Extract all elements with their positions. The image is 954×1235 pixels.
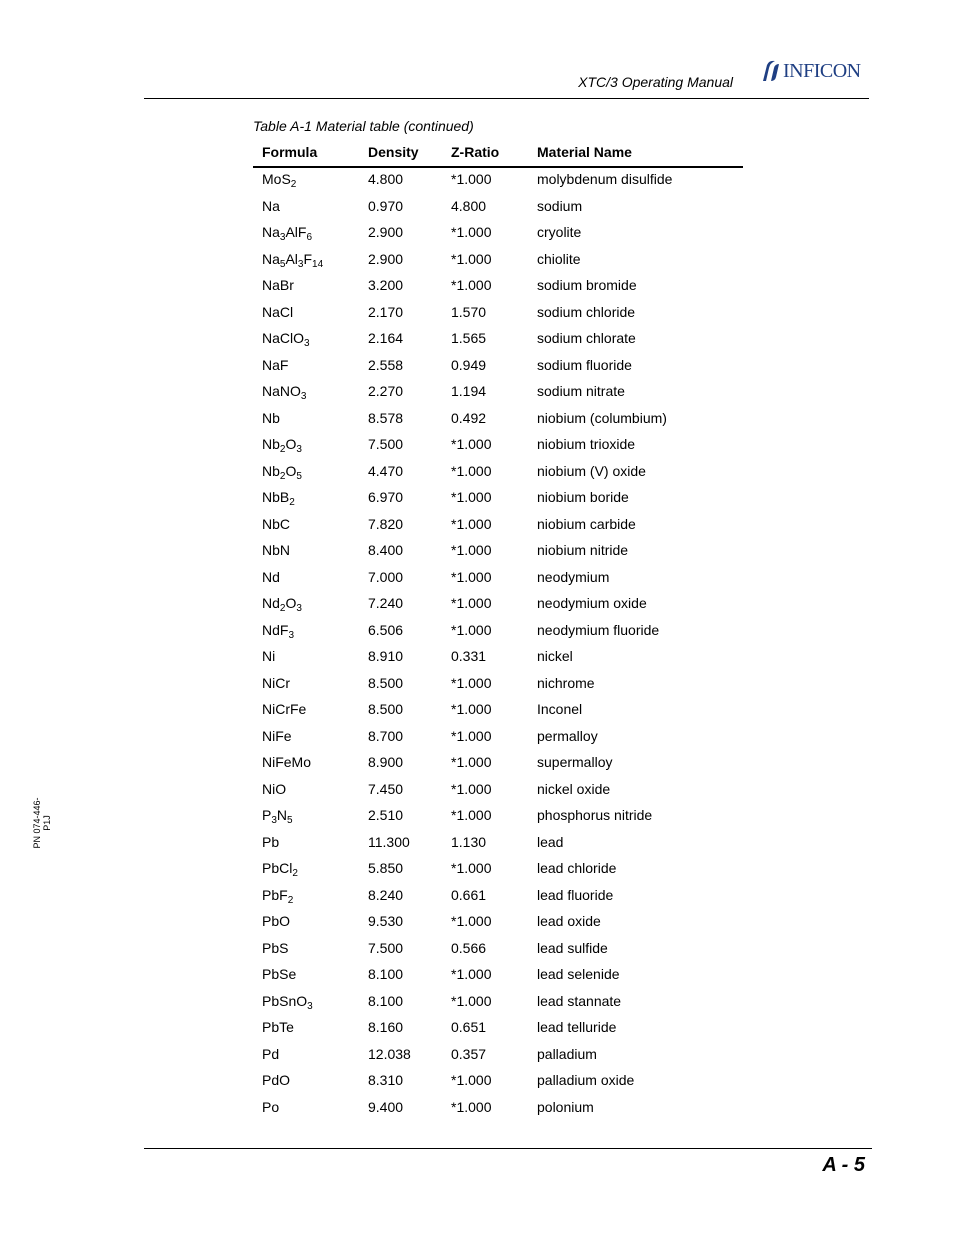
cell-z-ratio: 1.130 — [451, 833, 487, 850]
formula-subscript: 2 — [292, 868, 298, 879]
cell-z-ratio: *1.000 — [451, 250, 492, 267]
cell-formula — [262, 330, 310, 349]
formula-text: Nb — [262, 436, 280, 452]
formula-subscript: 3 — [304, 338, 310, 349]
cell-density: 7.240 — [368, 595, 404, 611]
cell-density: 2.510 — [368, 807, 404, 823]
cell-density: 7.500 — [368, 939, 404, 956]
formula-text: MoS — [262, 171, 291, 187]
formula-subscript: 3 — [300, 391, 307, 402]
cell-density: 2.900 — [368, 224, 404, 240]
cell-density: 4.800 — [368, 171, 404, 187]
table-row — [253, 670, 743, 697]
cell-material-name: lead chloride — [537, 860, 617, 876]
cell-z-ratio: *1.000 — [451, 462, 492, 479]
cell-formula — [262, 569, 280, 585]
cell-z-ratio: *1.000 — [451, 754, 492, 770]
cell-material-name: lead — [537, 833, 564, 850]
cell-material-name: supermalloy — [537, 754, 613, 770]
cell-density: 8.400 — [368, 542, 404, 558]
table-row — [253, 219, 743, 246]
table-row — [253, 855, 743, 882]
table-row — [253, 723, 743, 750]
formula-text: NbC — [262, 515, 291, 532]
cell-density: 7.820 — [368, 515, 404, 532]
page-number: A - 5 — [822, 1154, 865, 1176]
cell-material-name: sodium fluoride — [537, 356, 632, 373]
cell-density: 8.500 — [368, 701, 404, 717]
formula-text: AlF — [285, 224, 307, 240]
cell-formula — [262, 436, 302, 455]
formula-subscript: 2 — [287, 894, 294, 906]
table-row — [253, 882, 743, 909]
formula-subscript: 2 — [290, 179, 297, 190]
cell-formula — [262, 171, 297, 190]
table-row — [253, 431, 743, 458]
cell-material-name: polonium — [537, 1098, 594, 1115]
cell-material-name: palladium oxide — [537, 1072, 635, 1088]
cell-material-name: lead stannate — [537, 992, 622, 1009]
cell-formula — [262, 701, 306, 717]
formula-subscript: 3 — [307, 1000, 313, 1012]
cell-density: 3.200 — [368, 277, 404, 293]
table-row — [253, 617, 743, 644]
cell-density: 8.500 — [368, 674, 404, 691]
formula-text: Ni — [262, 648, 276, 664]
cell-density: 9.530 — [368, 913, 404, 929]
cell-formula — [262, 1099, 279, 1115]
cell-z-ratio: *1.000 — [451, 436, 492, 452]
formula-text: Na — [262, 224, 280, 240]
cell-density: 9.400 — [368, 1098, 404, 1115]
column-header-material-name: Material Name — [537, 144, 632, 160]
cell-density: 2.558 — [368, 356, 404, 373]
table-row — [253, 166, 743, 193]
cell-material-name: phosphorus nitride — [537, 807, 653, 823]
formula-text: NaBr — [262, 277, 294, 293]
cell-density: 8.578 — [368, 409, 404, 426]
formula-text: Na — [262, 197, 280, 214]
cell-density: 2.170 — [368, 303, 404, 320]
cell-formula — [262, 834, 279, 850]
cell-formula — [262, 781, 286, 797]
formula-text: NaClO — [262, 330, 305, 346]
cell-z-ratio: *1.000 — [451, 224, 492, 240]
cell-formula — [262, 621, 295, 641]
cell-density: 8.100 — [368, 966, 404, 982]
table-row — [253, 829, 743, 856]
cell-z-ratio: *1.000 — [451, 966, 492, 982]
formula-subscript: 3 — [296, 444, 302, 455]
cell-formula — [262, 516, 290, 532]
formula-text: N — [276, 807, 288, 823]
formula-text: Po — [262, 1098, 280, 1115]
table-row — [253, 1094, 743, 1121]
formula-text: NiCrFe — [262, 701, 307, 717]
formula-text: Nd — [262, 568, 280, 585]
cell-density: 8.160 — [368, 1019, 404, 1035]
formula-text: PbCl — [262, 860, 293, 876]
formula-subscript: 3 — [297, 258, 304, 270]
inficon-logo-icon — [760, 59, 782, 83]
cell-density: 7.500 — [368, 436, 404, 452]
formula-subscript: 5 — [296, 470, 302, 482]
formula-subscript: 2 — [289, 497, 295, 508]
table-row — [253, 935, 743, 962]
cell-material-name: chiolite — [537, 250, 581, 267]
logo-text: INFICON — [783, 60, 861, 82]
cell-z-ratio: *1.000 — [451, 913, 492, 929]
cell-z-ratio: *1.000 — [451, 489, 492, 505]
cell-density: 11.300 — [368, 833, 410, 850]
formula-text: NiO — [262, 780, 287, 797]
cell-material-name: niobium (V) oxide — [537, 462, 646, 479]
cell-formula — [262, 383, 307, 402]
cell-z-ratio: 0.566 — [451, 939, 487, 956]
part-number: PN 074-446-P1J — [32, 797, 52, 849]
table-row — [253, 802, 743, 829]
cell-material-name: niobium nitride — [537, 542, 629, 558]
formula-text: O — [285, 595, 297, 611]
cell-z-ratio: *1.000 — [451, 701, 492, 717]
column-header-density: Density — [368, 144, 419, 160]
table-row — [253, 749, 743, 776]
table-row — [253, 1014, 743, 1041]
formula-subscript: 2 — [279, 470, 286, 482]
table-row — [253, 272, 743, 299]
table-header — [253, 142, 743, 168]
cell-density: 6.506 — [368, 621, 404, 638]
cell-formula — [262, 992, 313, 1012]
table-row — [253, 696, 743, 723]
manual-title: XTC/3 Operating Manual — [578, 74, 733, 90]
cell-z-ratio: 4.800 — [451, 197, 487, 214]
cell-material-name: lead telluride — [537, 1019, 617, 1035]
cell-z-ratio: *1.000 — [451, 860, 492, 876]
cell-z-ratio: *1.000 — [451, 621, 492, 638]
formula-subscript: 6 — [306, 232, 313, 243]
table-row — [253, 352, 743, 379]
cell-density: 2.164 — [368, 330, 404, 346]
cell-density: 7.450 — [368, 780, 404, 797]
cell-formula — [262, 754, 311, 770]
cell-material-name: lead sulfide — [537, 939, 608, 956]
cell-formula — [262, 595, 302, 614]
cell-formula — [262, 940, 288, 956]
cell-material-name: molybdenum disulfide — [537, 171, 673, 187]
cell-material-name: sodium — [537, 197, 583, 214]
cell-z-ratio: *1.000 — [451, 542, 492, 558]
cell-density: 8.700 — [368, 727, 404, 744]
cell-material-name: lead selenide — [537, 966, 620, 982]
formula-subscript: 3 — [279, 232, 286, 243]
cell-material-name: neodymium oxide — [537, 595, 647, 611]
cell-z-ratio: 0.357 — [451, 1045, 487, 1062]
cell-z-ratio: *1.000 — [451, 674, 492, 691]
cell-z-ratio: *1.000 — [451, 1098, 492, 1115]
table-row — [253, 643, 743, 670]
cell-formula — [262, 860, 298, 879]
cell-z-ratio: 0.331 — [451, 648, 487, 664]
formula-text: NaCl — [262, 303, 294, 320]
table-row — [253, 246, 743, 273]
cell-formula — [262, 966, 296, 982]
formula-text: NbB — [262, 489, 290, 505]
cell-density: 8.310 — [368, 1072, 404, 1088]
table-row — [253, 299, 743, 326]
formula-subscript: 5 — [287, 815, 293, 826]
table-caption: Table A-1 Material table (continued) — [253, 118, 474, 134]
cell-density: 2.270 — [368, 383, 404, 399]
cell-formula — [262, 1019, 294, 1035]
cell-density: 12.038 — [368, 1045, 411, 1062]
cell-density: 6.970 — [368, 489, 404, 505]
cell-z-ratio: 1.570 — [451, 303, 487, 320]
cell-material-name: lead oxide — [537, 913, 601, 929]
formula-text: Pd — [262, 1045, 280, 1062]
formula-text: NaNO — [262, 383, 301, 399]
cell-z-ratio: *1.000 — [451, 780, 492, 797]
formula-text: Pb — [262, 833, 280, 850]
table-row — [253, 405, 743, 432]
cell-formula — [262, 1072, 290, 1088]
formula-text: P — [262, 807, 272, 823]
table-row — [253, 537, 743, 564]
table-row — [253, 1041, 743, 1068]
cell-formula — [262, 728, 292, 744]
formula-subscript: 5 — [279, 258, 286, 270]
cell-density: 0.970 — [368, 197, 404, 214]
cell-formula — [262, 913, 290, 929]
formula-subscript: 2 — [279, 603, 286, 614]
column-header-formula: Formula — [262, 144, 318, 160]
formula-text: PbF — [262, 886, 288, 903]
table-row — [253, 193, 743, 220]
cell-density: 5.850 — [368, 860, 404, 876]
cell-formula — [262, 250, 324, 270]
formula-text: PbSe — [262, 966, 297, 982]
formula-text: O — [285, 436, 297, 452]
table-row — [253, 988, 743, 1015]
cell-z-ratio: *1.000 — [451, 171, 492, 187]
formula-text: NdF — [262, 621, 289, 638]
cell-density: 2.900 — [368, 250, 404, 267]
formula-text: Na — [262, 250, 280, 267]
cell-formula — [262, 224, 313, 243]
cell-formula — [262, 1046, 279, 1062]
cell-z-ratio: 0.492 — [451, 409, 487, 426]
cell-z-ratio: *1.000 — [451, 595, 492, 611]
footer-rule — [144, 1148, 872, 1149]
table-row — [253, 961, 743, 988]
cell-material-name: niobium boride — [537, 489, 629, 505]
cell-material-name: niobium carbide — [537, 515, 636, 532]
cell-formula — [262, 807, 293, 826]
column-header-z-ratio: Z-Ratio — [451, 144, 500, 160]
cell-formula — [262, 886, 294, 906]
cell-z-ratio: *1.000 — [451, 568, 492, 585]
cell-material-name: sodium bromide — [537, 277, 637, 293]
table-row — [253, 908, 743, 935]
cell-formula — [262, 648, 275, 664]
formula-text: NaF — [262, 356, 289, 373]
formula-text: Nb — [262, 409, 280, 426]
formula-text: NiFe — [262, 727, 292, 744]
cell-formula — [262, 277, 294, 293]
cell-material-name: cryolite — [537, 224, 582, 240]
table-row — [253, 776, 743, 803]
cell-material-name: sodium chloride — [537, 303, 636, 320]
cell-z-ratio: 1.565 — [451, 330, 487, 346]
cell-z-ratio: 0.651 — [451, 1019, 487, 1035]
cell-density: 8.100 — [368, 992, 404, 1009]
cell-formula — [262, 489, 295, 508]
header-rule — [144, 98, 869, 99]
formula-text: PbO — [262, 913, 291, 929]
cell-z-ratio: *1.000 — [451, 727, 492, 744]
inficon-logo — [760, 59, 872, 83]
table-row — [253, 590, 743, 617]
cell-z-ratio: *1.000 — [451, 515, 492, 532]
cell-material-name: niobium (columbium) — [537, 409, 667, 426]
cell-z-ratio: *1.000 — [451, 807, 492, 823]
cell-z-ratio: *1.000 — [451, 992, 492, 1009]
formula-text: NiCr — [262, 674, 290, 691]
cell-density: 8.240 — [368, 886, 404, 903]
cell-material-name: sodium chlorate — [537, 330, 636, 346]
formula-text: Nb — [262, 462, 280, 479]
formula-subscript: 3 — [296, 603, 302, 614]
table-row — [253, 378, 743, 405]
cell-density: 4.470 — [368, 462, 404, 479]
cell-material-name: palladium — [537, 1045, 597, 1062]
formula-subscript: 14 — [312, 258, 324, 270]
cell-z-ratio: *1.000 — [451, 1072, 492, 1088]
cell-formula — [262, 410, 280, 426]
formula-text: PbS — [262, 939, 289, 956]
formula-text: NbN — [262, 542, 291, 558]
cell-formula — [262, 357, 288, 373]
cell-material-name: permalloy — [537, 727, 598, 744]
cell-material-name: sodium nitrate — [537, 383, 625, 399]
formula-text: Nd — [262, 595, 280, 611]
cell-density: 8.900 — [368, 754, 404, 770]
cell-density: 8.910 — [368, 648, 404, 664]
cell-formula — [262, 675, 290, 691]
formula-subscript: 3 — [288, 629, 295, 641]
cell-material-name: neodymium — [537, 568, 610, 585]
formula-text: F — [303, 250, 313, 267]
cell-density: 7.000 — [368, 568, 404, 585]
cell-z-ratio: *1.000 — [451, 277, 492, 293]
cell-material-name: neodymium fluoride — [537, 621, 660, 638]
cell-material-name: niobium trioxide — [537, 436, 636, 452]
cell-formula — [262, 462, 302, 482]
cell-formula — [262, 542, 290, 558]
table-row — [253, 511, 743, 538]
formula-subscript: 2 — [279, 444, 286, 455]
table-row — [253, 1067, 743, 1094]
cell-material-name: Inconel — [537, 701, 583, 717]
cell-z-ratio: 0.949 — [451, 356, 487, 373]
cell-z-ratio: 0.661 — [451, 886, 487, 903]
cell-formula — [262, 304, 293, 320]
cell-formula — [262, 198, 280, 214]
formula-text: Al — [285, 250, 298, 267]
table-body — [253, 166, 743, 1120]
formula-text: PbTe — [262, 1019, 294, 1035]
cell-z-ratio: 1.194 — [451, 383, 487, 399]
table-row — [253, 325, 743, 352]
cell-material-name: nickel — [537, 648, 573, 664]
cell-material-name: nichrome — [537, 674, 595, 691]
cell-material-name: nickel oxide — [537, 780, 611, 797]
formula-text: PbSnO — [262, 992, 308, 1009]
table-row — [253, 564, 743, 591]
cell-material-name: lead fluoride — [537, 886, 614, 903]
table-row — [253, 458, 743, 485]
table-row — [253, 484, 743, 511]
formula-subscript: 3 — [271, 815, 277, 826]
formula-text: PdO — [262, 1072, 291, 1088]
formula-text: O — [285, 462, 297, 479]
formula-text: NiFeMo — [262, 754, 312, 770]
